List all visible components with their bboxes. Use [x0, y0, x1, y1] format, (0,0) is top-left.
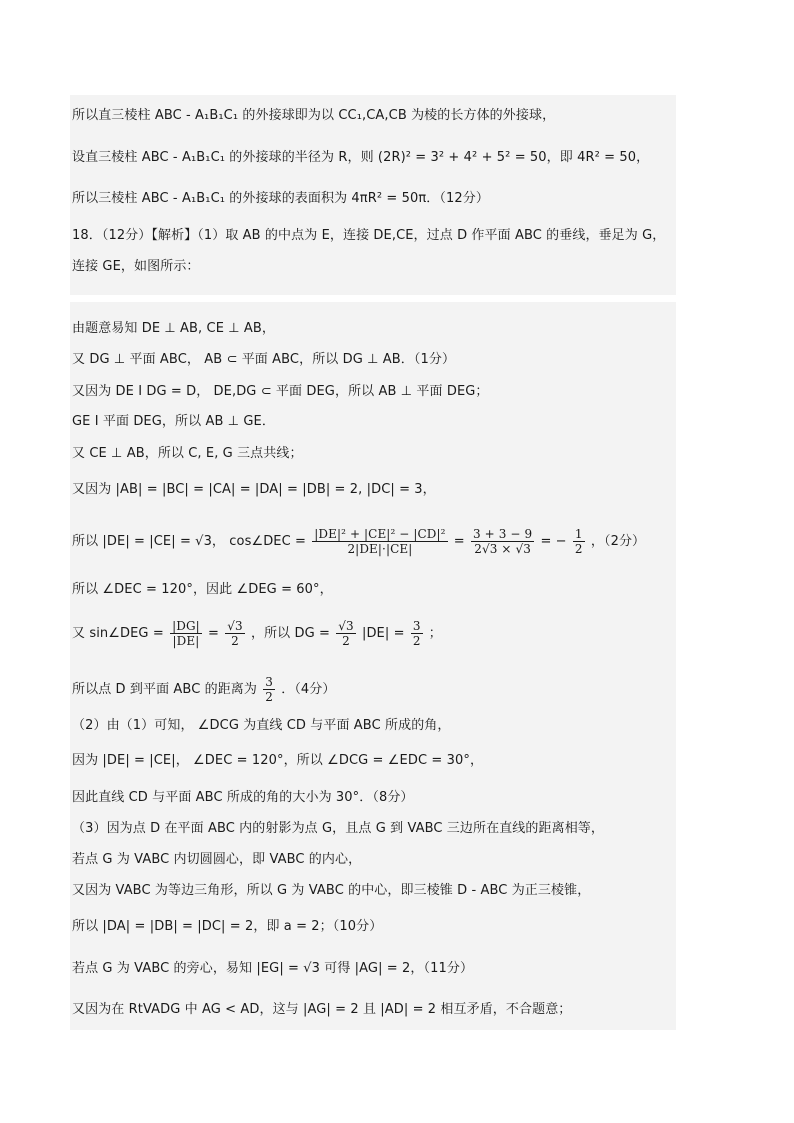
text-line: 设直三棱柱 ABC - A₁B₁C₁ 的外接球的半径为 R，则 (2R)² = 3² + 4² + 5² = 50，即 4R² = 50，	[72, 150, 650, 165]
fraction-denominator: 2|DE|·|CE|	[347, 542, 413, 556]
fraction-numerator: |DG|	[172, 619, 200, 633]
fraction	[170, 619, 202, 648]
fraction-numerator: |DE|² + |CE|² − |CD|²	[314, 527, 446, 541]
text-line: 18．（12分）【解析】（1）取 AB 的中点为 E，连接 DE,CE，过点 D 作平面 ABC 的垂线，垂足为 G，	[72, 228, 666, 243]
text-segment: |DE| =	[361, 626, 405, 641]
fraction-numerator: 3	[265, 675, 273, 689]
fraction-denominator: 2	[574, 542, 583, 556]
equals-sign: = −	[540, 534, 567, 549]
text-segment: ；	[428, 626, 442, 641]
text-line: （2）由（1）可知， ∠DCG 为直线 CD 与平面 ABC 所成的角，	[72, 718, 451, 733]
text-segment: 所以点 D 到平面 ABC 的距离为	[72, 682, 257, 697]
text-line: 所以 |DA| = |DB| = |DC| = 2，即 a = 2；（10分）	[72, 919, 383, 934]
text-line: 由题意易知 DE ⊥ AB, CE ⊥ AB，	[72, 321, 276, 336]
text-segment: ，所以 DG =	[250, 626, 331, 641]
text-line: 又因为在 RtVADG 中 AG < AD，这与 |AG| = 2 且 |AD| = 2 相互矛盾，不合题意；	[72, 1002, 572, 1017]
formula-line-sin	[72, 614, 672, 654]
formula-line-distance	[72, 670, 672, 710]
text-line: 所以 ∠DEC = 120°，因此 ∠DEG = 60°，	[72, 582, 333, 597]
fraction-denominator: 2	[265, 690, 273, 704]
text-line: 若点 G 为 VABC 的旁心，易知 |EG| = √3 可得 |AG| = 2，（11分）	[72, 961, 474, 976]
text-line: GE I 平面 DEG，所以 AB ⊥ GE．	[72, 414, 275, 429]
fraction	[411, 619, 423, 648]
fraction	[573, 527, 585, 556]
equals-sign: =	[208, 626, 220, 641]
text-line: 又 CE ⊥ AB，所以 C, E, G 三点共线；	[72, 446, 303, 461]
text-line: 连接 GE，如图所示：	[72, 259, 200, 274]
fraction-denominator: 2	[412, 634, 421, 648]
fraction	[471, 527, 534, 556]
fraction	[263, 675, 275, 704]
fraction-numerator: √3	[338, 619, 354, 633]
text-segment: 所以 |DE| = |CE| = √3， cos∠DEC =	[72, 534, 307, 549]
text-line: 又因为 |AB| = |BC| = |CA| = |DA| = |DB| = 2, |DC| = 3，	[72, 482, 436, 497]
text-line: 因为 |DE| = |CE|， ∠DEC = 120°，所以 ∠DCG = ∠EDC = 30°，	[72, 753, 484, 768]
text-line: 因此直线 CD 与平面 ABC 所成的角的大小为 30°．（8分）	[72, 790, 414, 805]
fraction-denominator: |DE|	[172, 634, 200, 648]
text-line: 所以三棱柱 ABC - A₁B₁C₁ 的外接球的表面积为 4πR² = 50π．（12分）	[72, 191, 489, 206]
fraction	[336, 619, 355, 648]
formula-line-cos	[72, 522, 672, 562]
text-line: 又 DG ⊥ 平面 ABC， AB ⊂ 平面 ABC，所以 DG ⊥ AB．（1分）	[72, 352, 456, 367]
fraction-numerator: √3	[227, 619, 243, 633]
text-segment: ．（4分）	[281, 682, 336, 697]
fraction-numerator: 1	[574, 527, 583, 541]
text-line: 若点 G 为 VABC 内切圆圆心，即 VABC 的内心，	[72, 852, 362, 867]
text-segment: 又 sin∠DEG =	[72, 626, 164, 641]
fraction-denominator: 2	[342, 634, 350, 648]
text-line: （3）因为点 D 在平面 ABC 内的射影为点 G，且点 G 到 VABC 三边所在直线的距离相等，	[72, 821, 605, 836]
fraction	[312, 527, 447, 556]
text-line: 又因为 VABC 为等边三角形，所以 G 为 VABC 的中心，即三棱锥 D - ABC 为正三棱锥，	[72, 883, 591, 898]
text-segment: ，（2分）	[590, 534, 646, 549]
fraction	[225, 619, 244, 648]
fraction-denominator: 2	[231, 634, 239, 648]
text-line: 所以直三棱柱 ABC - A₁B₁C₁ 的外接球即为以 CC₁,CA,CB 为棱的长方体的外接球，	[72, 108, 556, 123]
text-line: 又因为 DE I DG = D， DE,DG ⊂ 平面 DEG，所以 AB ⊥ 平面 DEG；	[72, 384, 489, 399]
fraction-denominator: 2√3 × √3	[474, 542, 531, 556]
fraction-numerator: 3	[412, 619, 421, 633]
fraction-numerator: 3 + 3 − 9	[473, 527, 533, 541]
equals-sign: =	[453, 534, 465, 549]
